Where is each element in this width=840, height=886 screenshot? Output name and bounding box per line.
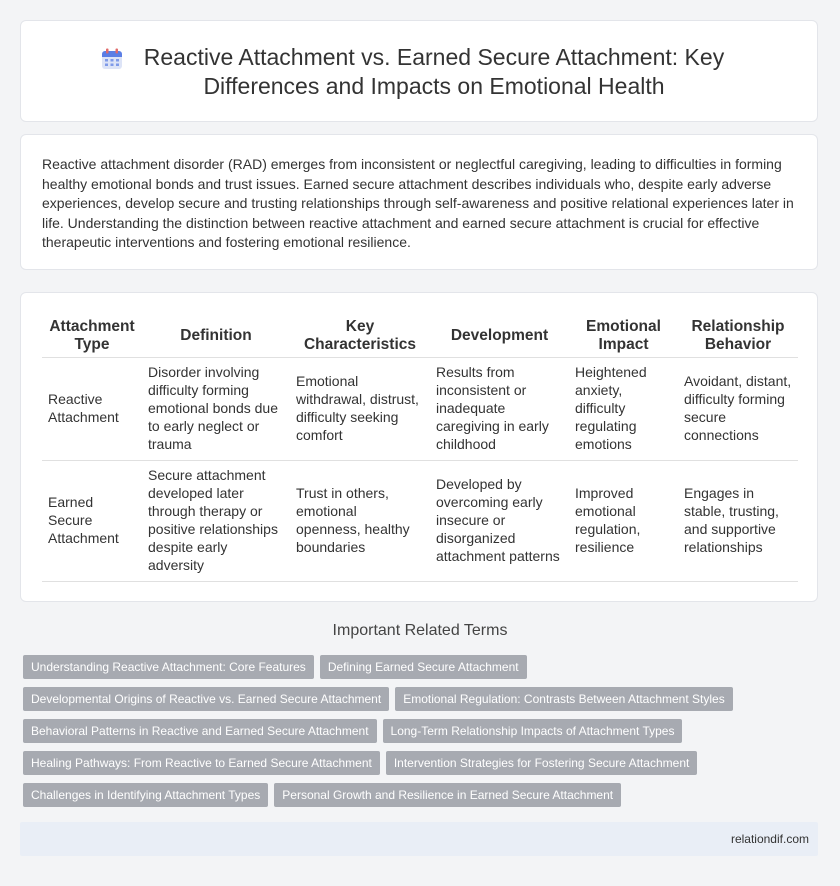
intro-card	[20, 134, 818, 270]
table-cell: Developed by overcoming early insecure or disorganized attachment patterns	[430, 461, 569, 582]
related-term-tag[interactable]: Defining Earned Secure Attachment	[320, 655, 527, 679]
related-term-tag[interactable]: Understanding Reactive Attachment: Core Features	[23, 655, 314, 679]
table-cell: Disorder involving difficulty forming emotional bonds due to early neglect or trauma	[142, 358, 290, 461]
table-cell: Secure attachment developed later through therapy or positive relationships despite early adversity	[142, 461, 290, 582]
table-header: Relationship Behavior	[678, 315, 798, 358]
related-term-tag[interactable]: Behavioral Patterns in Reactive and Earned Secure Attachment	[23, 719, 377, 743]
table-cell: Improved emotional regulation, resilience	[569, 461, 678, 582]
table-cell: Results from inconsistent or inadequate caregiving in early childhood	[430, 358, 569, 461]
related-term-tag[interactable]: Long-Term Relationship Impacts of Attachment Types	[383, 719, 683, 743]
table-cell: Emotional withdrawal, distrust, difficulty seeking comfort	[290, 358, 430, 461]
related-term-tag[interactable]: Personal Growth and Resilience in Earned Secure Attachment	[274, 783, 621, 807]
table-row	[42, 461, 798, 582]
table-cell: Avoidant, distant, difficulty forming secure connections	[678, 358, 798, 461]
table-header: Development	[430, 315, 569, 358]
intro-paragraph: Reactive attachment disorder (RAD) emerges from inconsistent or neglectful caregiving, leading to difficulties in forming healthy emotional bonds and trust issues. Earned secure attachment describes individuals who, despite early adverse experiences, develop secure and trusting relationships through self-awareness and positive relational experiences later in life. Understanding the distinction between reactive attachment and earned secure attachment is crucial for effective therapeutic interventions and fostering emotional resilience.	[42, 156, 794, 251]
table-header-row	[42, 315, 798, 358]
table-header: Emotional Impact	[569, 315, 678, 358]
table-header: Definition	[142, 315, 290, 358]
related-terms-list	[23, 655, 813, 815]
table-cell: Reactive Attachment	[42, 358, 142, 461]
page-title: Reactive Attachment vs. Earned Secure Attachment: Key Differences and Impacts on Emotional Health	[143, 44, 725, 99]
related-term-tag[interactable]: Challenges in Identifying Attachment Types	[23, 783, 268, 807]
footer-site-link[interactable]: relationdif.com	[730, 832, 809, 846]
related-terms-heading: Important Related Terms	[332, 622, 508, 639]
table-cell: Trust in others, emotional openness, healthy boundaries	[290, 461, 430, 582]
comparison-table-card	[20, 292, 818, 602]
related-term-tag[interactable]: Healing Pathways: From Reactive to Earned Secure Attachment	[23, 751, 380, 775]
related-term-tag[interactable]: Emotional Regulation: Contrasts Between Attachment Styles	[395, 687, 733, 711]
comparison-table	[42, 315, 798, 582]
table-cell: Engages in stable, trusting, and supportive relationships	[678, 461, 798, 582]
table-row	[42, 358, 798, 461]
footer	[20, 822, 818, 856]
related-term-tag[interactable]: Intervention Strategies for Fostering Secure Attachment	[386, 751, 698, 775]
table-cell: Heightened anxiety, difficulty regulating emotions	[569, 358, 678, 461]
table-header: Attachment Type	[42, 315, 142, 358]
table-cell: Earned Secure Attachment	[42, 461, 142, 582]
table-header: Key Characteristics	[290, 315, 430, 358]
title-card	[20, 20, 818, 122]
related-term-tag[interactable]: Developmental Origins of Reactive vs. Earned Secure Attachment	[23, 687, 389, 711]
